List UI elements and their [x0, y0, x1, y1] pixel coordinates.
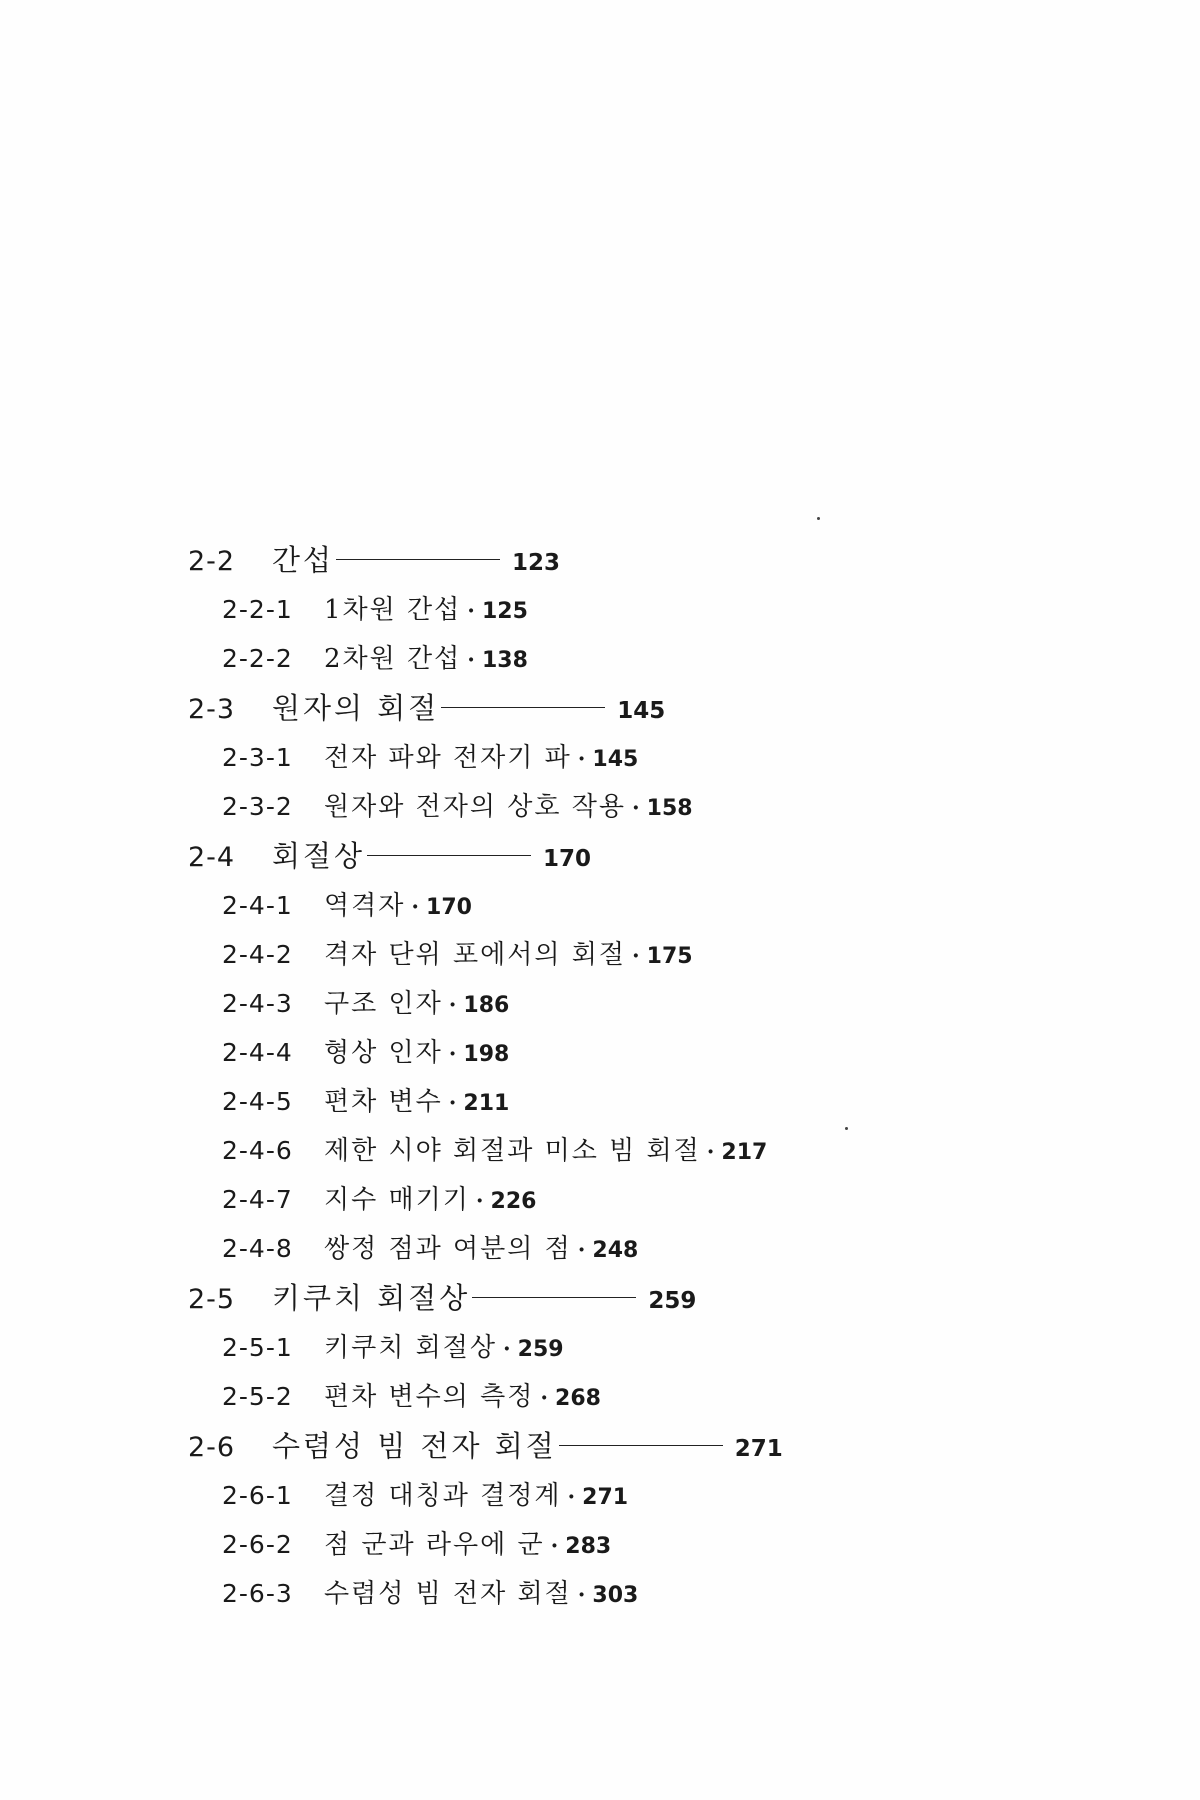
subsection-number: 2-4-7: [222, 1185, 293, 1214]
separator-dot: ·: [448, 1090, 457, 1116]
separator-dot: ·: [631, 795, 640, 821]
subsection-number: 2-5-1: [222, 1333, 293, 1362]
subsection-title: 편차 변수: [324, 1087, 443, 1117]
section-page-number: 271: [734, 1436, 783, 1462]
section-page-number: 170: [543, 846, 592, 872]
subsection-title: 구조 인자: [324, 989, 443, 1019]
subsection-number: 2-6-2: [222, 1530, 293, 1559]
subsection-number: 2-3-2: [222, 792, 293, 821]
separator-dot: ·: [467, 598, 475, 624]
subsection-page-number: 158: [646, 796, 693, 821]
section-page-number: 259: [648, 1288, 697, 1314]
subsection-title: 편차 변수의 측정: [324, 1382, 535, 1412]
subsection-entry: [188, 733, 948, 782]
subsection-page-number: 217: [721, 1140, 768, 1165]
subsection-page-number: 145: [592, 747, 639, 772]
toc-section: [188, 831, 948, 1273]
subsection-number: 2-5-2: [222, 1382, 293, 1411]
section-heading: [188, 1273, 948, 1323]
subsection-number: 2-4-5: [222, 1087, 293, 1116]
subsection-entry: [188, 1323, 948, 1372]
separator-dot: ·: [631, 943, 640, 969]
subsection-title: 쌍정 점과 여분의 점: [324, 1234, 572, 1264]
section-number: 2-3: [188, 694, 236, 725]
subsection-number: 2-3-1: [222, 743, 293, 772]
section-title: 수렴성 빔 전자 회절: [272, 1429, 557, 1463]
subsection-entry: [188, 1372, 948, 1421]
section-title: 원자의 회절: [272, 691, 440, 725]
subsection-number: 2-4-3: [222, 989, 293, 1018]
section-number: 2-2: [188, 546, 236, 577]
section-heading: [188, 831, 948, 881]
toc-section: [188, 1273, 948, 1421]
subsection-title: 2차원 간섭: [324, 644, 462, 674]
subsection-title: 키쿠치 회절상: [324, 1333, 497, 1363]
section-title: 회절상: [272, 839, 366, 873]
subsection-title: 원자와 전자의 상호 작용: [324, 792, 626, 822]
subsection-page-number: 138: [481, 648, 528, 673]
separator-dot: ·: [706, 1139, 715, 1165]
subsection-page-number: 303: [592, 1583, 639, 1608]
subsection-number: 2-6-1: [222, 1481, 293, 1510]
leader-rule: [441, 707, 605, 708]
subsection-entry: [188, 634, 948, 683]
page-speck: [817, 517, 820, 520]
subsection-page-number: 186: [463, 993, 510, 1018]
toc-section: [188, 1421, 948, 1618]
subsection-entry: [188, 881, 948, 930]
subsection-entry: [188, 1126, 948, 1175]
separator-dot: ·: [448, 1041, 457, 1067]
subsection-number: 2-4-8: [222, 1234, 293, 1263]
subsection-number: 2-2-2: [222, 644, 293, 673]
subsection-number: 2-6-3: [222, 1579, 293, 1608]
subsection-number: 2-4-4: [222, 1038, 293, 1067]
subsection-title: 격자 단위 포에서의 회절: [324, 940, 626, 970]
subsection-page-number: 271: [582, 1485, 629, 1510]
subsection-number: 2-4-2: [222, 940, 293, 969]
subsection-title: 형상 인자: [324, 1038, 443, 1068]
subsection-entry: [188, 1224, 948, 1273]
subsection-page-number: 170: [426, 895, 472, 920]
leader-rule: [559, 1445, 723, 1446]
table-of-contents: [188, 535, 948, 1618]
subsection-title: 1차원 간섭: [324, 595, 462, 625]
subsection-page-number: 175: [646, 944, 693, 969]
separator-dot: ·: [577, 1582, 586, 1608]
subsection-entry: [188, 585, 948, 634]
separator-dot: ·: [502, 1336, 511, 1362]
subsection-title: 제한 시야 회절과 미소 빔 회절: [324, 1136, 701, 1166]
subsection-entry: [188, 1028, 948, 1077]
subsection-entry: [188, 1077, 948, 1126]
separator-dot: ·: [550, 1533, 559, 1559]
subsection-entry: [188, 930, 948, 979]
subsection-page-number: 211: [463, 1091, 510, 1116]
subsection-page-number: 125: [481, 599, 528, 624]
subsection-page-number: 248: [592, 1238, 639, 1263]
leader-rule: [472, 1297, 636, 1298]
subsection-title: 전자 파와 전자기 파: [324, 743, 572, 773]
section-title: 키쿠치 회절상: [272, 1281, 471, 1315]
toc-section: [188, 535, 948, 683]
section-number: 2-6: [188, 1432, 236, 1463]
subsection-number: 2-2-1: [222, 595, 293, 624]
subsection-title: 지수 매기기: [324, 1185, 470, 1215]
toc-section: [188, 683, 948, 831]
subsection-title: 수렴성 빔 전자 회절: [324, 1579, 572, 1609]
subsection-entry: [188, 1175, 948, 1224]
subsection-page-number: 268: [555, 1386, 601, 1411]
separator-dot: ·: [475, 1188, 484, 1214]
subsection-entry: [188, 1520, 948, 1569]
subsection-title: 결정 대칭과 결정계: [324, 1481, 562, 1511]
section-number: 2-4: [188, 842, 236, 873]
subsection-page-number: 283: [565, 1534, 612, 1559]
separator-dot: ·: [411, 894, 420, 920]
subsection-title: 점 군과 라우에 군: [324, 1530, 545, 1560]
subsection-page-number: 198: [463, 1042, 510, 1067]
separator-dot: ·: [567, 1484, 576, 1510]
separator-dot: ·: [467, 647, 475, 673]
section-number: 2-5: [188, 1284, 236, 1315]
leader-rule: [336, 559, 500, 560]
section-heading: [188, 535, 948, 585]
subsection-page-number: 226: [490, 1189, 537, 1214]
section-heading: [188, 683, 948, 733]
section-title: 간섭: [272, 543, 335, 577]
subsection-number: 2-4-6: [222, 1136, 293, 1165]
subsection-number: 2-4-1: [222, 891, 293, 920]
separator-dot: ·: [540, 1385, 549, 1411]
separator-dot: ·: [577, 746, 586, 772]
subsection-entry: [188, 782, 948, 831]
section-page-number: 123: [512, 550, 561, 576]
subsection-entry: [188, 1569, 948, 1618]
separator-dot: ·: [448, 992, 457, 1018]
subsection-entry: [188, 1471, 948, 1520]
subsection-title: 역격자: [324, 891, 406, 921]
section-page-number: 145: [617, 698, 666, 724]
separator-dot: ·: [577, 1237, 586, 1263]
leader-rule: [367, 855, 531, 856]
subsection-entry: [188, 979, 948, 1028]
subsection-page-number: 259: [517, 1337, 564, 1362]
section-heading: [188, 1421, 948, 1471]
